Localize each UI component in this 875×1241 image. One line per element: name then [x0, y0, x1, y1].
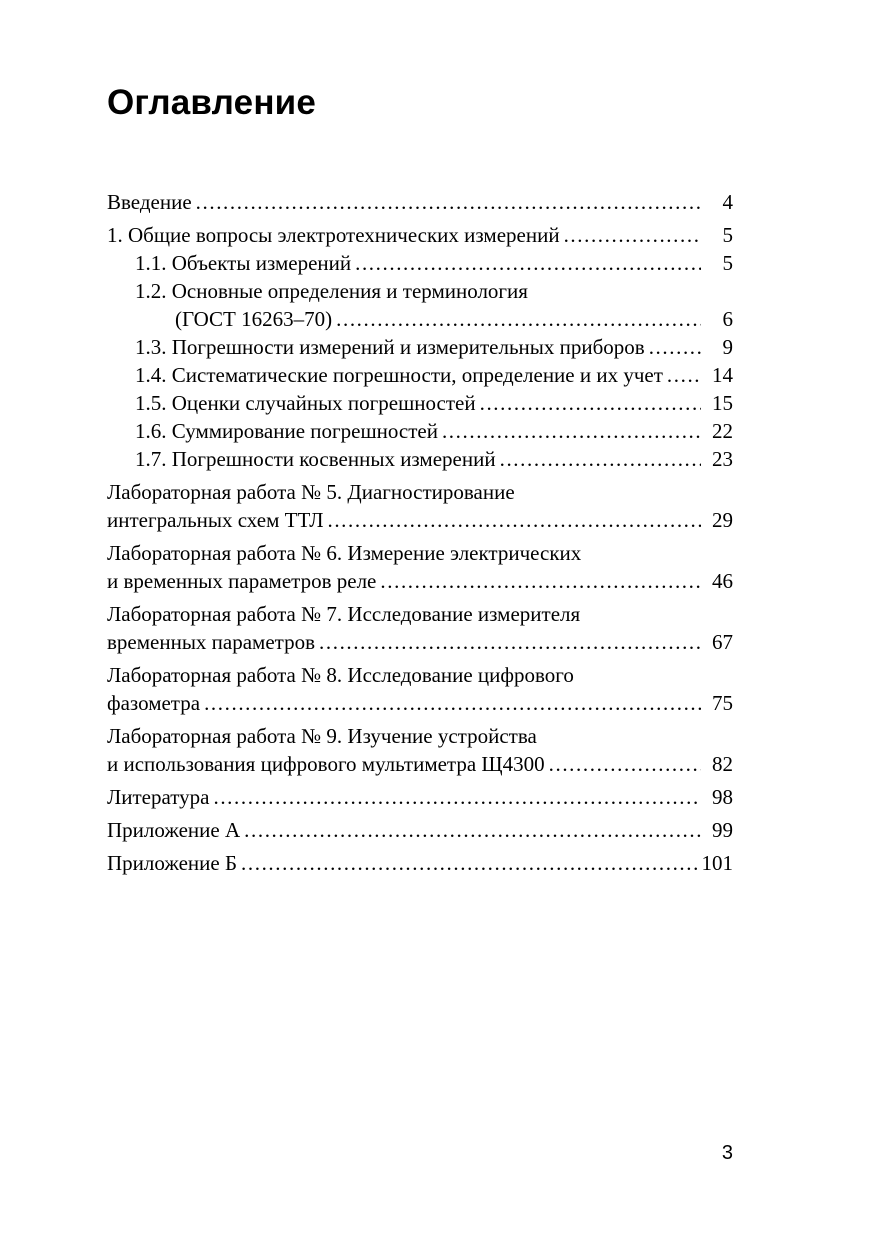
- toc-entry-title-line: Лабораторная работа № 5. Диагностирование: [107, 480, 515, 504]
- toc-entry-title: 1.5. Оценки случайных погрешностей: [135, 391, 476, 415]
- toc-entry: [107, 539, 733, 595]
- toc-entry-page-number: 46: [712, 569, 733, 593]
- toc-entry-page-number: 4: [722, 190, 733, 214]
- toc-entry-title: и временных параметров реле: [107, 569, 377, 593]
- toc-entry-title-line: 1.2. Основные определения и терминология: [135, 279, 528, 303]
- dot-leader: [564, 221, 701, 249]
- toc-entry: [107, 661, 733, 717]
- toc-entry-title: 1.3. Погрешности измерений и измерительных приборов: [135, 335, 645, 359]
- toc-entry-title: 1.4. Систематические погрешности, определение и их учет: [135, 363, 663, 387]
- dot-leader: [244, 816, 701, 844]
- toc-entry-page-number: 99: [712, 818, 733, 842]
- folio-page-number: 3: [721, 1142, 733, 1164]
- toc-entry-page-number: 5: [722, 223, 733, 247]
- toc-entry-title: (ГОСТ 16263–70): [175, 307, 333, 331]
- toc-entry-page-number: 6: [722, 307, 733, 331]
- toc-entry: [107, 277, 733, 333]
- toc-entry-title: Приложение Б: [107, 851, 238, 875]
- toc-entry-title: фазометра: [107, 691, 201, 715]
- toc-entry: [107, 221, 733, 249]
- dot-leader: [500, 445, 701, 473]
- toc-entry-title: Литература: [107, 785, 210, 809]
- toc-entry-page-number: 15: [712, 391, 733, 415]
- dot-leader: [480, 389, 701, 417]
- toc-entry: [107, 783, 733, 811]
- toc-entry-page-number: 22: [712, 419, 733, 443]
- toc-entry: [107, 722, 733, 778]
- toc-entry: [107, 445, 733, 473]
- toc-entry-page-number: 5: [722, 251, 733, 275]
- toc-entry-title: 1.6. Суммирование погрешностей: [135, 419, 438, 443]
- toc-entry: [107, 600, 733, 656]
- page-footer: [722, 1142, 733, 1164]
- toc-entry-page-number: 14: [712, 363, 733, 387]
- toc-entry-title: 1.7. Погрешности косвенных измерений: [135, 447, 496, 471]
- toc-entry-page-number: 98: [712, 785, 733, 809]
- toc-entry-title: 1.1. Объекты измерений: [135, 251, 352, 275]
- toc-entry: [107, 333, 733, 361]
- toc-entry: [107, 849, 733, 877]
- toc-entry-title: и использования цифрового мультиметра Щ4300: [107, 752, 545, 776]
- toc-entry-title: временных параметров: [107, 630, 316, 654]
- toc-entry-title: 1. Общие вопросы электротехнических измерений: [107, 223, 560, 247]
- toc-entry: [107, 816, 733, 844]
- page-title: Оглавление: [107, 83, 317, 122]
- dot-leader: [213, 783, 701, 811]
- dot-leader: [327, 506, 701, 534]
- dot-leader: [355, 249, 701, 277]
- toc-entry-page-number: 75: [712, 691, 733, 715]
- dot-leader: [667, 361, 701, 389]
- toc-entry-title-line: Лабораторная работа № 8. Исследование цифрового: [107, 663, 574, 687]
- dot-leader: [204, 689, 701, 717]
- toc-entry-page-number: 101: [701, 851, 733, 875]
- toc-entry-page-number: 29: [712, 508, 733, 532]
- dot-leader: [649, 333, 701, 361]
- dot-leader: [336, 305, 701, 333]
- toc-entry-page-number: 82: [712, 752, 733, 776]
- toc-entry-title-line: Лабораторная работа № 6. Измерение электрических: [107, 541, 582, 565]
- toc-entry: [107, 478, 733, 534]
- dot-leader: [241, 849, 699, 877]
- toc-entry-title: интегральных схем ТТЛ: [107, 508, 324, 532]
- dot-leader: [196, 188, 701, 216]
- toc-entry: [107, 417, 733, 445]
- toc-entry-page-number: 23: [712, 447, 733, 471]
- toc-entry: [107, 249, 733, 277]
- toc-entry: [107, 389, 733, 417]
- toc-entry-page-number: 9: [722, 335, 733, 359]
- table-of-contents: [107, 188, 733, 877]
- dot-leader: [549, 750, 701, 778]
- dot-leader: [442, 417, 701, 445]
- toc-entry-title-line: Лабораторная работа № 7. Исследование измерителя: [107, 602, 581, 626]
- dot-leader: [380, 567, 701, 595]
- toc-entry-title: Введение: [107, 190, 192, 214]
- toc-entry-title: Приложение А: [107, 818, 241, 842]
- toc-entry: [107, 188, 733, 216]
- toc-entry-title-line: Лабораторная работа № 9. Изучение устройства: [107, 724, 537, 748]
- toc-entry-page-number: 67: [712, 630, 733, 654]
- toc-entry: [107, 361, 733, 389]
- dot-leader: [319, 628, 701, 656]
